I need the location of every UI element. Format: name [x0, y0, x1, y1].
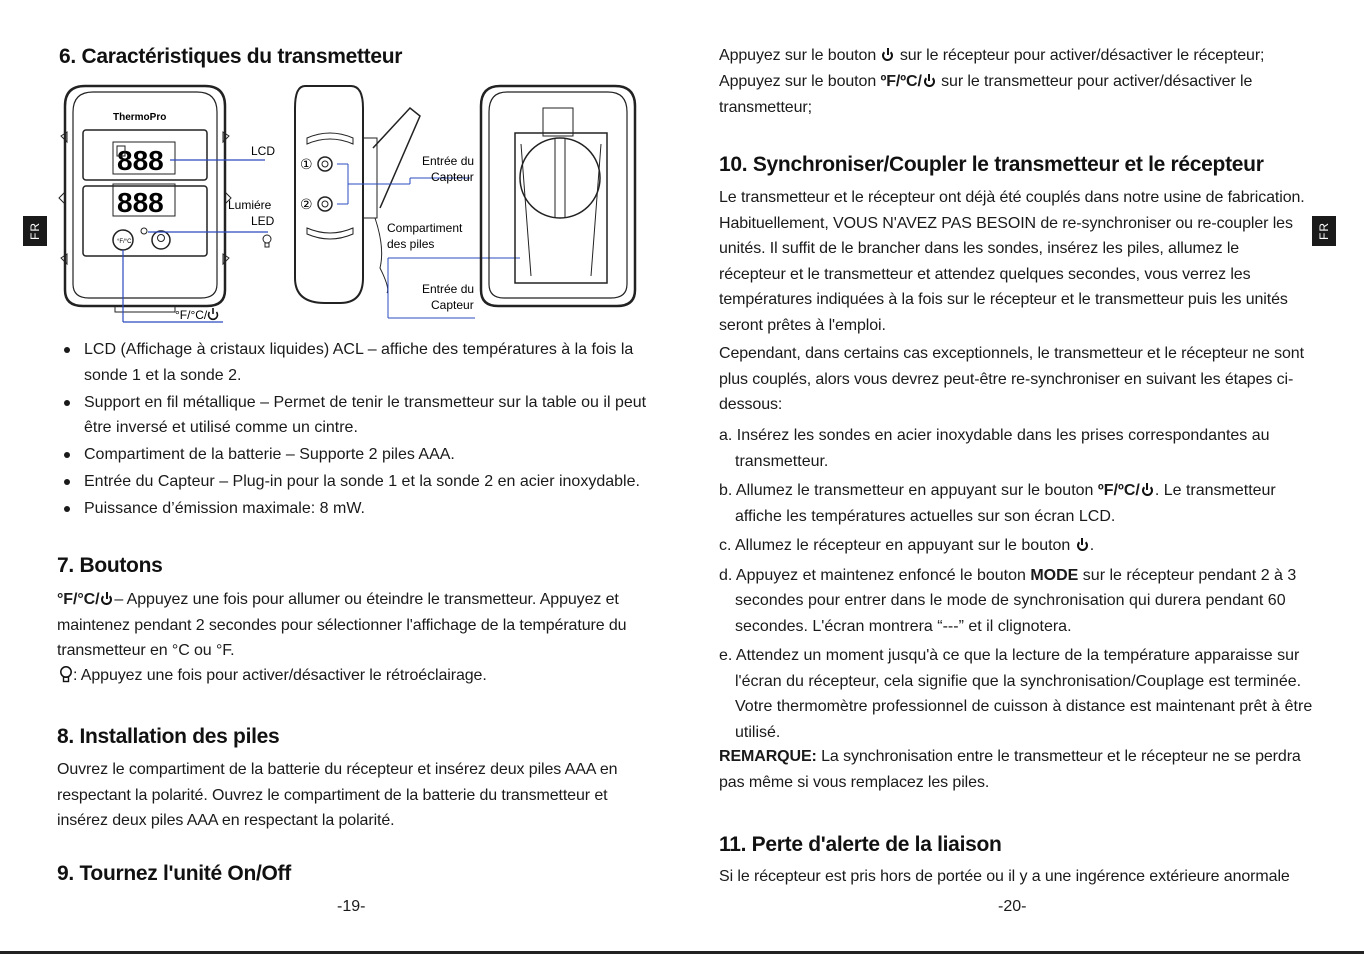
- list-item: e. Attendez un moment jusqu'à ce que la lecture de la température apparaisse sur l'écran du récepteur, cela signifie que la synchronisation/Couplage est terminée. Votre thermomètre professionnel de cuisson à distance est maintenant prêt à être utilisé.: [719, 647, 1313, 741]
- section-10-paragraph-1: Le transmetteur et le récepteur ont déjà été couplés dans notre usine de fabrication. Habituellement, VOUS N'AVEZ PAS BESOIN de re-synchroniser ou re-coupler les unités. Il suffit de le brancher dans les sondes, insérez les piles, allumez le récepteur et le transmetteur et attendez quelques secondes, vous verrez les températures indiquées à la fois sur le récepteur et le transmetteur puis les unités seront prêtes à l'emploi.: [719, 189, 1305, 334]
- section-10-note: REMARQUE: La synchronisation entre le transmetteur et le récepteur ne se perdra pas même si vous remplacez les piles.: [719, 748, 1301, 791]
- list-item: Support en fil métallique – Permet de tenir le transmetteur sur la table ou il peut être inversé et utilisé comme un cintre.: [61, 390, 661, 441]
- unit-button-label: °F/°C: [117, 239, 132, 245]
- intro-receiver-power: Appuyez sur le bouton sur le récepteur pour activer/désactiver le récepteur;: [719, 47, 1265, 64]
- list-item: c. Allumez le récepteur en appuyant sur le bouton .: [719, 537, 1095, 554]
- transmitter-back-view: [481, 86, 635, 306]
- label-battery-line-2: des piles: [387, 237, 435, 251]
- label-lcd: LCD: [251, 144, 276, 158]
- section-8-text: Ouvrez le compartiment de la batterie du récepteur et insérez deux piles AAA en respectant la polarité. Ouvrez le compartiment de la batterie du transmetteur et insérez deux piles AAA en respectant la polarité.: [57, 761, 618, 829]
- label-jack-bottom-line-2: Capteur: [431, 298, 474, 312]
- page-number-right: -20-: [998, 898, 1027, 915]
- lcd-digits-probe-1: 888: [117, 145, 164, 176]
- intro-transmitter-power: Appuyez sur le bouton ºF/ºC/ sur le transmetteur pour activer/désactiver le transmetteur;: [719, 73, 1253, 116]
- transmitter-diagram: [55, 78, 645, 328]
- list-item: LCD (Affichage à cristaux liquides) ACL – affiche des températures à la fois la sonde 1 et la sonde 2.: [61, 337, 661, 388]
- section-11-text: Si le récepteur est pris hors de portée ou il y a une ingérence extérieure anormale: [719, 868, 1290, 885]
- list-item: b. Allumez le transmetteur en appuyant sur le bouton ºF/ºC/ . Le transmetteur affiche les températures actuelles sur son écran LCD.: [719, 482, 1276, 525]
- list-item: d. Appuyez et maintenez enfoncé le bouton MODE sur le récepteur pendant 2 à 3 secondes pour entrer dans le mode de synchronisation qui durera pendant 60 secondes. L'écran montrera “---” et il clignotera.: [719, 566, 1297, 635]
- section-9-heading: 9. Tournez l'unité On/Off: [57, 862, 291, 885]
- label-jack-bottom-line-1: Entrée du: [422, 282, 475, 296]
- bulb-icon: [59, 666, 73, 683]
- list-item: Entrée du Capteur – Plug-in pour la sonde 1 et la sonde 2 en acier inoxydable.: [61, 469, 661, 495]
- section-7-unit-button-text: °F/°C/ – Appuyez une fois pour allumer ou éteindre le transmetteur. Appuyez et maintenez pendant 2 secondes pour sélectionner l'affichage de la température du transmetteur en °C ou °F.: [57, 591, 627, 659]
- language-tab-right: FR: [1312, 216, 1336, 246]
- label-unit-power-button: °F/°C/: [175, 308, 208, 322]
- label-battery-line-1: Compartiment: [387, 221, 463, 235]
- jack-1-marker: ①: [300, 156, 313, 172]
- bulb-icon: [263, 235, 271, 247]
- language-tab-left: FR: [23, 216, 47, 246]
- section-10-heading: 10. Synchroniser/Coupler le transmetteur et le récepteur: [719, 153, 1264, 176]
- section-11-heading: 11. Perte d'alerte de la liaison: [719, 833, 1002, 856]
- transmitter-front-view: [59, 86, 275, 322]
- power-icon: [101, 594, 112, 605]
- lcd-digits-probe-2: 888: [117, 187, 164, 218]
- section-7-heading: 7. Boutons: [57, 554, 163, 577]
- list-item: a. Insérez les sondes en acier inoxydable dans les prises correspondantes au transmetteur.: [719, 427, 1270, 470]
- sync-steps-list: [719, 423, 1319, 745]
- list-item: Compartiment de la batterie – Supporte 2 piles AAA.: [61, 442, 661, 468]
- section-8-heading: 8. Installation des piles: [57, 725, 280, 748]
- section-6-feature-list: [61, 337, 661, 523]
- page-number-left: -19-: [337, 898, 366, 915]
- section-6-heading: 6. Caractéristiques du transmetteur: [59, 45, 403, 68]
- power-icon: [882, 50, 893, 61]
- section-10-paragraph-2: Cependant, dans certains cas exceptionnels, le transmetteur et le récepteur ne sont plus couplés, alors vous devrez peut-être re-synchroniser en suivant les étapes ci-dessous:: [719, 345, 1304, 413]
- label-jack-top-line-2: Capteur: [431, 170, 474, 184]
- power-icon: [1077, 540, 1088, 551]
- power-icon: [1142, 485, 1153, 496]
- power-icon: [924, 76, 935, 87]
- section-7-light-button-text: : Appuyez une fois pour activer/désactiver le rétroéclairage.: [59, 663, 659, 689]
- brand-logo: ThermoPro: [113, 112, 167, 123]
- transmitter-side-view: [295, 86, 520, 318]
- list-item: Puissance d’émission maximale: 8 mW.: [61, 496, 661, 522]
- label-light-line-2: LED: [251, 214, 275, 228]
- label-jack-top-line-1: Entrée du: [422, 154, 475, 168]
- label-light-line-1: Lumiére: [228, 198, 272, 212]
- jack-2-marker: ②: [300, 196, 313, 212]
- power-icon: [209, 308, 218, 319]
